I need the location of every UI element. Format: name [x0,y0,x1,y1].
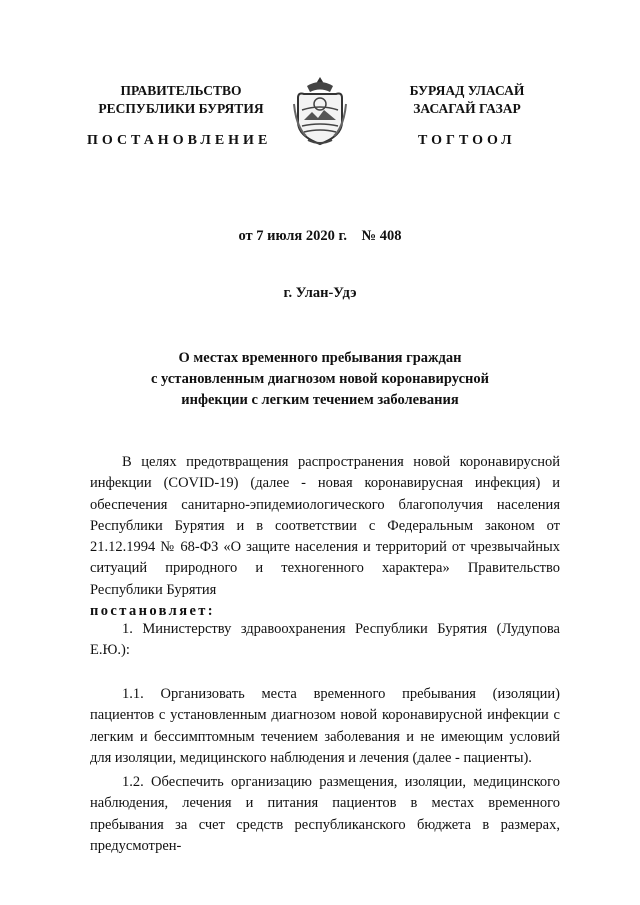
decree-word: постановляет: [90,603,216,620]
date-number: от 7 июля 2020 г. № 408 [238,228,402,244]
header-right-line2: ЗАСАГАЙ ГАЗАР [413,101,521,116]
title-line1: О местах временного пребывания граждан [178,350,462,366]
doc-type-right: ТОГТООЛ [418,133,516,148]
item-1-1-paragraph: 1.1. Организовать места временного пребывания (изоляции) пациентов с установленным диагнозом новой коронавирусной инфекции с легким и бессимптомным течением заболевания и не имеющим условий для изоляции, медицинского наблюдения и лечения (далее - пациенты). [90,686,560,766]
header-right-line1: БУРЯАД УЛАСАЙ [409,83,525,98]
city: г. Улан-Удэ [283,285,357,301]
preamble-paragraph: В целях предотвращения распространения новой коронавирусной инфекции (COVID-19) (далее - новая коронавирусная инфекция) и обеспечения санитарно-эпидемиологического благополучия населения Республики Бурятия и в соответствии с Федеральным законом от 21.12.1994 № 68-ФЗ «О защите населения и территорий от чрезвычайных ситуаций природного и техногенного характера» Правительство Республики Бурятия [90,454,560,598]
item-1-2-paragraph: 1.2. Обеспечить организацию размещения, изоляции, медицинского наблюдения, лечения и питания пациентов в местах временного пребывания за счет средств республиканского бюджета в размерах, предусмотрен- [90,774,560,854]
title-line2: с установленным диагнозом новой коронавирусной [151,371,489,387]
item-1-2-block [90,772,560,857]
header-right [392,82,542,118]
coat-of-arms-icon [292,74,348,148]
item-1-1-block [90,684,560,769]
document-title [120,348,520,411]
preamble-block [90,452,560,622]
header-left-line2: РЕСПУБЛИКИ БУРЯТИЯ [98,101,264,116]
header-left [86,82,276,118]
header-left-line1: ПРАВИТЕЛЬСТВО [120,83,242,98]
item-1-block [90,619,560,662]
item-1-paragraph: 1. Министерству здравоохранения Республики Бурятия (Лудупова Е.Ю.): [90,621,560,659]
doc-type-left: ПОСТАНОВЛЕНИЕ [87,133,272,148]
title-line3: инфекции с легким течением заболевания [181,392,459,408]
